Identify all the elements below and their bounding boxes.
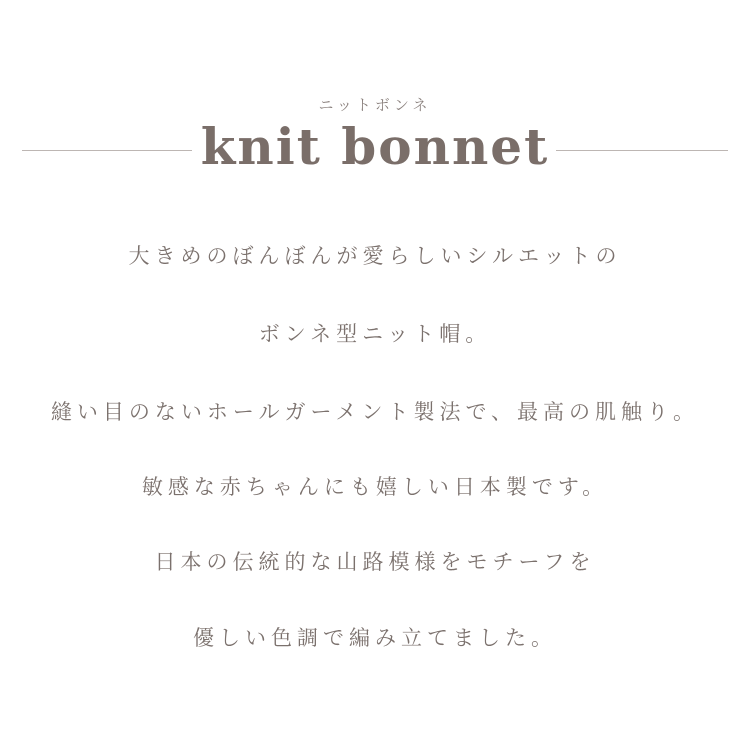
- description-line: 大きめのぼんぼんが愛らしいシルエットの: [128, 244, 622, 268]
- title-subtitle-katakana: ニットボンネ: [318, 96, 432, 114]
- description-line: ボンネ型ニット帽。: [258, 322, 492, 346]
- description-line: 優しい色調で編み立てました。: [193, 626, 557, 650]
- description-line: 敏感な赤ちゃんにも嬉しい日本製です。: [141, 475, 609, 499]
- description-line: 縫い目のないホールガーメント製法で、最高の肌触り。: [50, 400, 700, 424]
- right-divider: [556, 150, 728, 151]
- title-section: [0, 86, 750, 176]
- page-title: knit bonnet: [200, 117, 550, 176]
- description-line: 日本の伝統的な山路模様をモチーフを: [154, 550, 596, 574]
